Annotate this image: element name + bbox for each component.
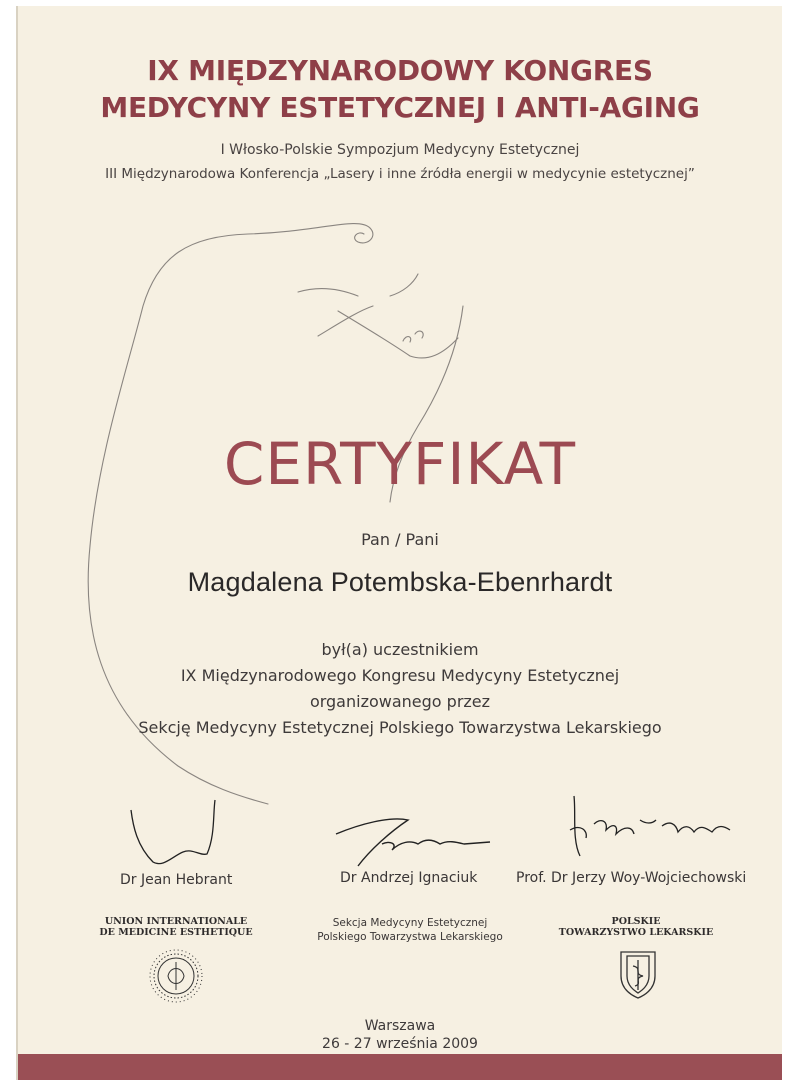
uime-line1: UNION INTERNATIONALE [104,916,248,927]
certificate-sheet [18,6,782,1080]
signature-ignaciuk [330,814,500,874]
event-city: Warszawa [364,1018,436,1034]
section-label [310,916,510,944]
recipient-name: Magdalena Potembska-Ebenrhardt [187,567,613,597]
bottom-band [18,1054,782,1080]
ptl-logo-icon [613,946,663,1002]
signatory-hebrant: Dr Jean Hebrant [120,872,233,888]
congress-title-line1: IX MIĘDZYNARODOWY KONGRES [147,54,653,87]
section-line1: Sekcja Medycyny Estetycznej [332,917,488,929]
congress-line: IX Międzynarodowego Kongresu Medycyny Estetycznej [180,666,620,685]
conference-subtitle: III Międzynarodowa Konferencja „Lasery i inne źródła energii w medycynie estetycznej” [105,166,695,182]
signature-hebrant [123,796,243,876]
section-line2: Polskiego Towarzystwa Lekarskiego [317,931,503,943]
ptl-line2: TOWARZYSTWO LEKARSKIE [558,927,714,938]
ptl-line1: POLSKIE [611,916,661,927]
ptl-label [554,916,718,938]
organizer-line: Sekcję Medycyny Estetycznej Polskiego Towarzystwa Lekarskiego [138,718,662,737]
certificate-heading: CERTYFIKAT [223,430,577,498]
symposium-subtitle: I Włosko-Polskie Sympozjum Medycyny Estetycznej [220,142,580,158]
uime-line2: DE MEDICINE ESTHETIQUE [99,927,253,938]
uime-logo-icon [146,946,206,1006]
signature-woy-wojciechowski [566,790,746,870]
event-dates: 26 - 27 września 2009 [322,1036,478,1052]
signatory-ignaciuk: Dr Andrzej Ignaciuk [340,870,478,886]
salutation: Pan / Pani [361,530,439,549]
uime-label [96,916,256,938]
participation-line: był(a) uczestnikiem [321,640,479,659]
organized-by-line: organizowanego przez [309,692,491,711]
congress-title-line2: MEDYCYNY ESTETYCZNEJ I ANTI-AGING [100,91,700,124]
signatory-woy-wojciechowski: Prof. Dr Jerzy Woy-Wojciechowski [516,870,747,886]
